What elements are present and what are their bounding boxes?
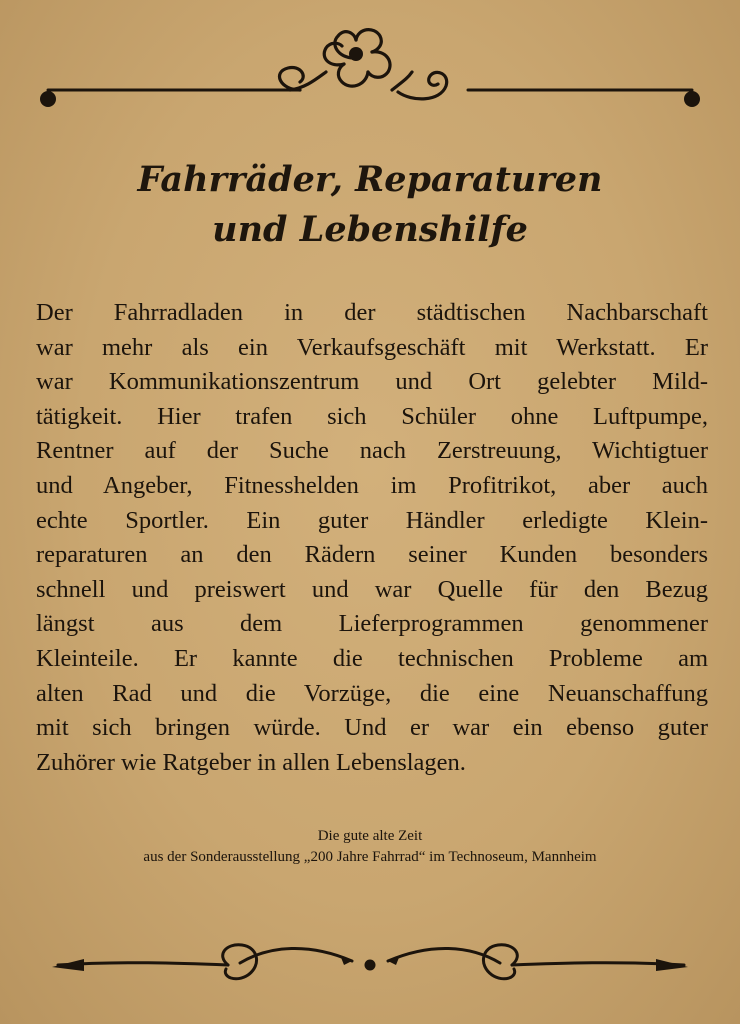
body-line: tätigkeit. Hier trafen sich Schüler ohne Luftpumpe, xyxy=(36,402,708,430)
body-line: Kleinteile. Er kannte die technischen Probleme am xyxy=(36,644,708,672)
page-title xyxy=(0,155,740,255)
title-line-2: und Lebenshilfe xyxy=(212,209,528,250)
body-line: Der Fahrradladen in der städtischen Nachbarschaft xyxy=(36,299,708,326)
body-line: schnell und preiswert und war Quelle für den Bezug xyxy=(36,575,708,603)
body-line: war Kommunikationszentrum und Ort gelebter Mild- xyxy=(36,368,708,396)
body-line: war mehr als ein Verkaufsgeschäft mit Werkstatt. Er xyxy=(36,333,708,361)
body-line: längst aus dem Lieferprogrammen genommener xyxy=(36,610,708,638)
title-line-1: Fahrräder, Reparaturen xyxy=(137,159,603,200)
body-line: echte Sportler. Ein guter Händler erledigte Klein- xyxy=(36,506,708,534)
body-line: Zuhörer wie Ratgeber in allen Lebenslagen. xyxy=(36,748,466,776)
top-flower-ornament-icon xyxy=(0,10,740,110)
body-line: und Angeber, Fitnesshelden im Profitrikot, aber auch xyxy=(36,471,708,499)
body-paragraph xyxy=(36,296,708,780)
body-line: alten Rad und die Vorzüge, die eine Neuanschaffung xyxy=(36,679,708,707)
body-line: reparaturen an den Rädern seiner Kunden besonders xyxy=(36,541,708,569)
credit-line-1: Die gute alte Zeit xyxy=(317,828,423,844)
credit-line-2: aus der Sonderausstellung „200 Jahre Fahrrad“ im Technoseum, Mannheim xyxy=(143,849,597,865)
body-line: Rentner auf der Suche nach Zerstreuung, Wichtigtuer xyxy=(36,437,708,465)
body-line: mit sich bringen würde. Und er war ein ebenso guter xyxy=(36,714,708,742)
bottom-scroll-ornament-icon xyxy=(0,925,740,1005)
source-credit xyxy=(0,826,740,868)
